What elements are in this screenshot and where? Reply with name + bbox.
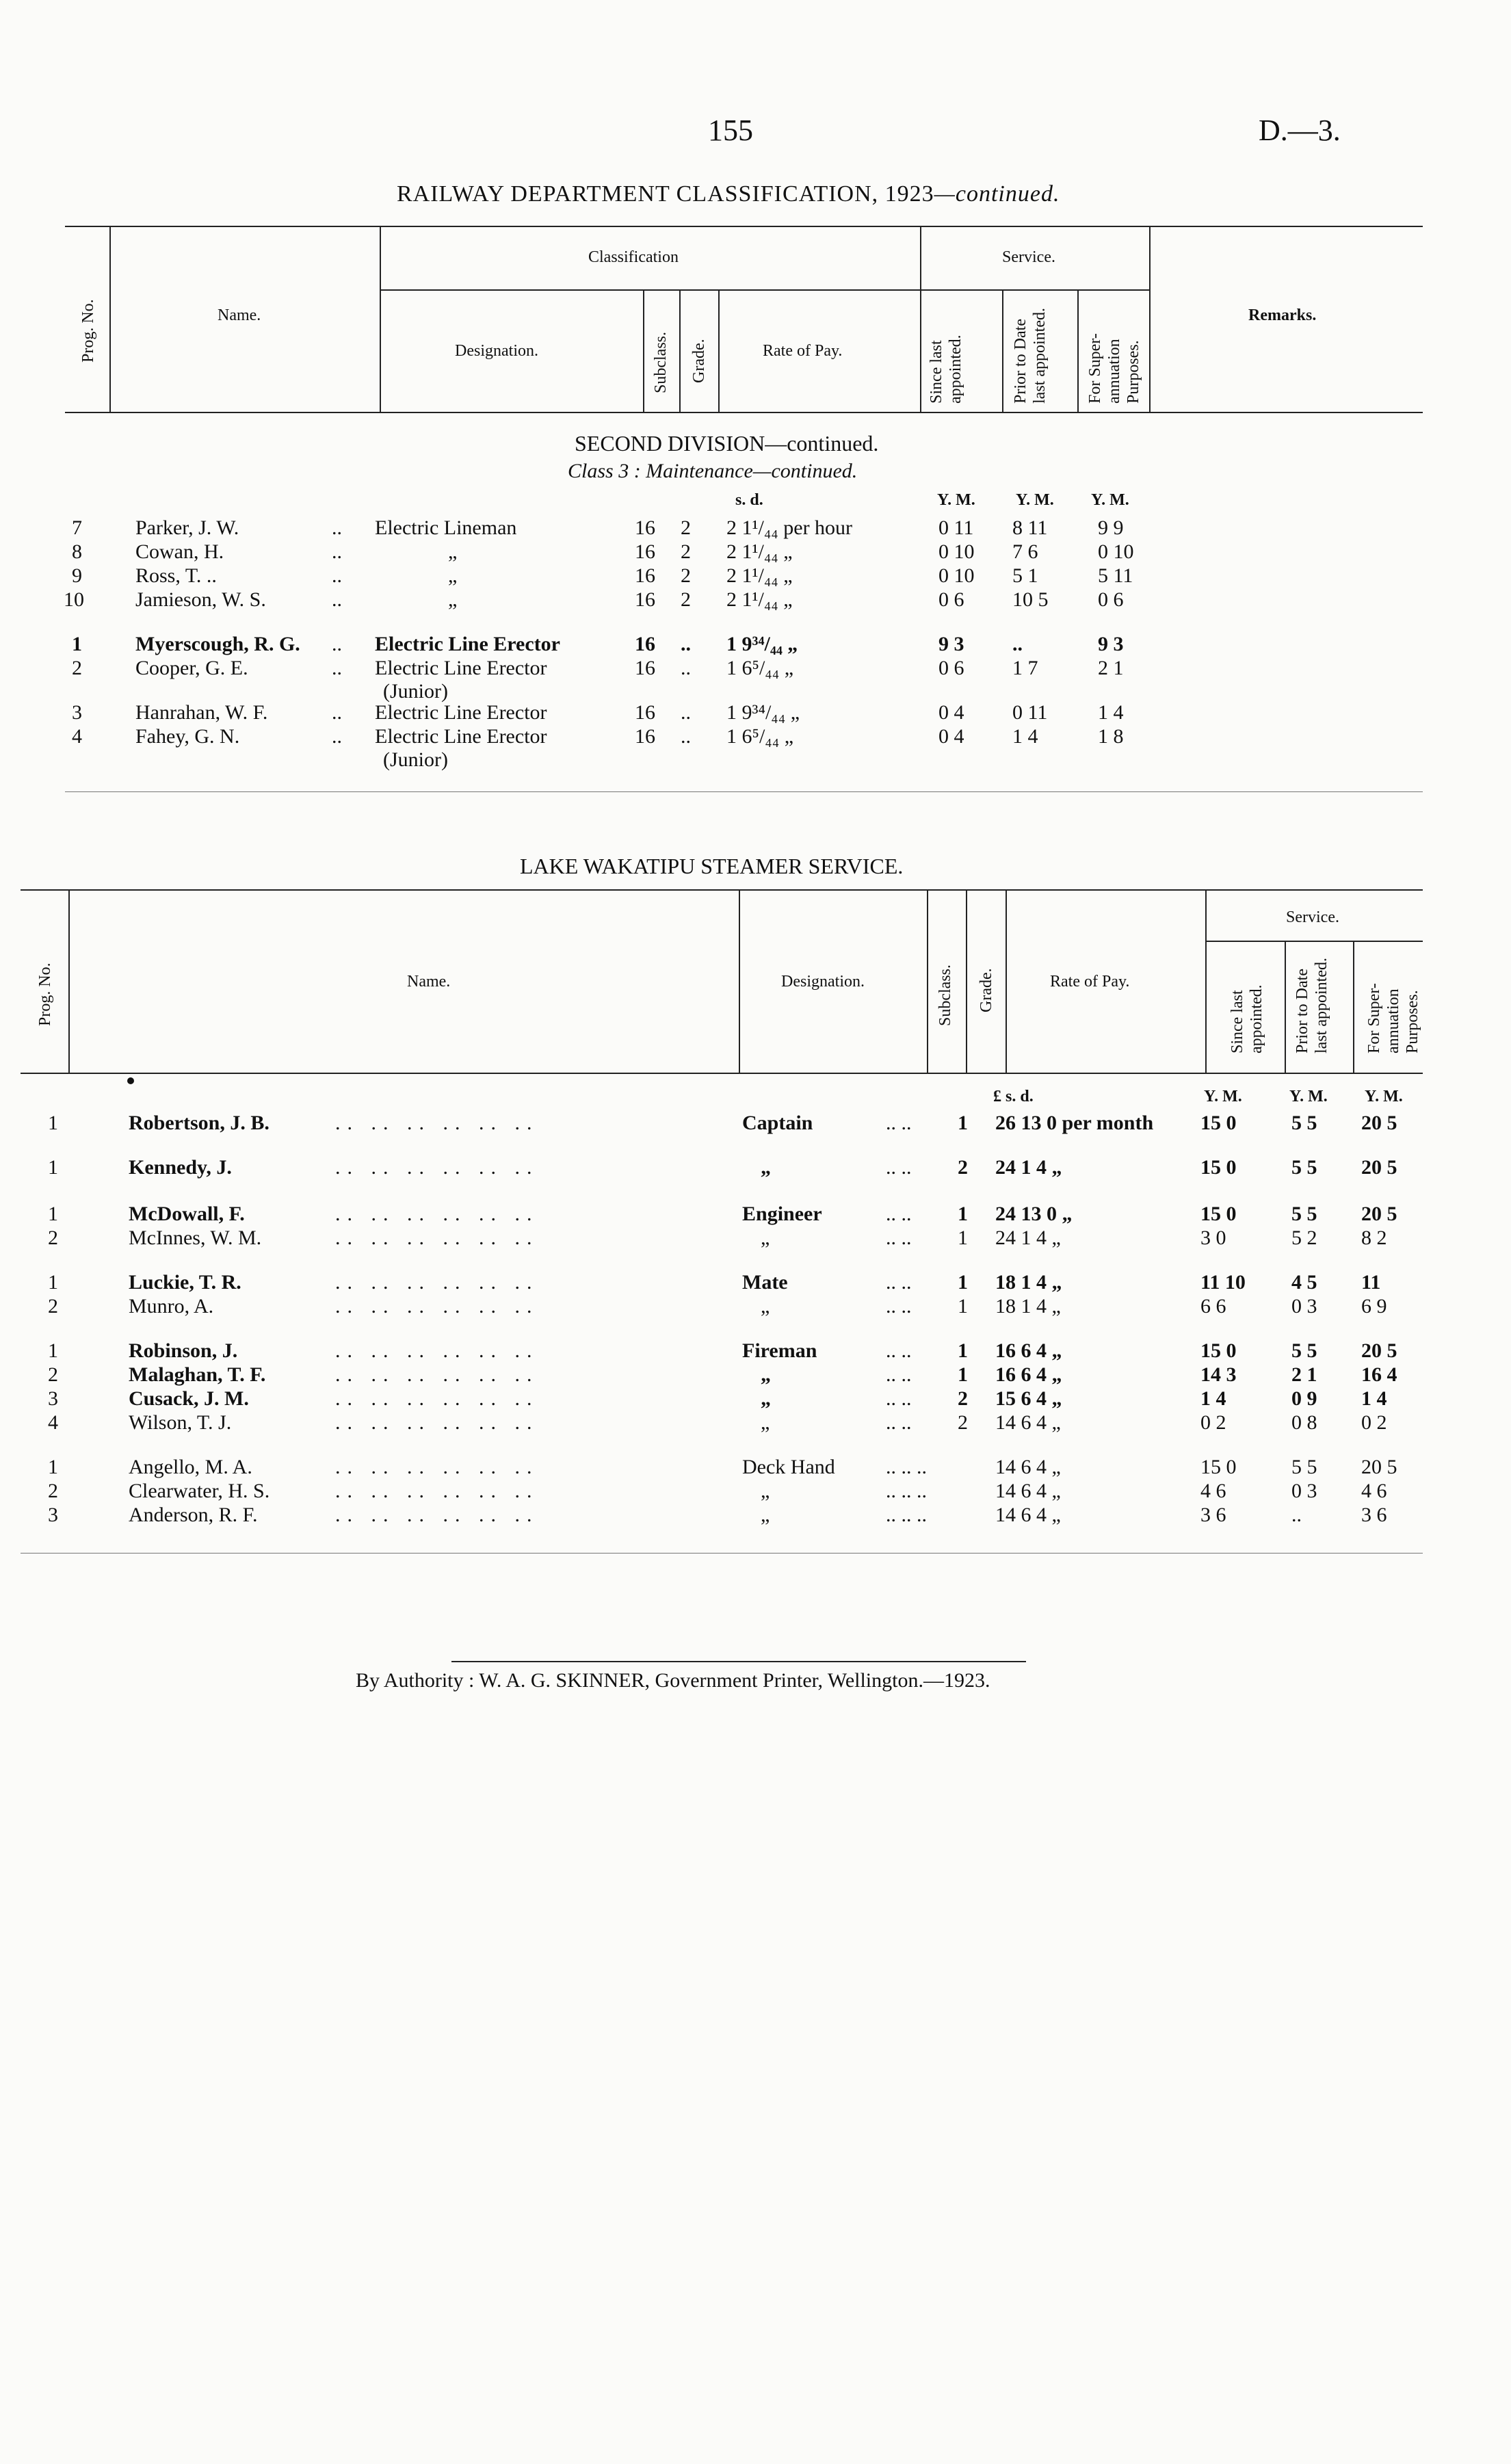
leader-dots: .. .. — [886, 1295, 912, 1318]
t1-prior-to: 7 6 — [1012, 540, 1038, 563]
t1-class-title: Class 3 : Maintenance—continued. — [568, 460, 858, 482]
leader-dots: .. .. .. .. .. .. — [335, 1480, 539, 1502]
leader-dots: .. — [332, 725, 342, 748]
t2-subclass: 1 — [958, 1203, 968, 1225]
t2-rate: 24 1 4 „ — [995, 1227, 1061, 1249]
t1-classification-header: Classification — [588, 248, 679, 266]
t1-section-title: SECOND DIVISION—continued. — [575, 431, 879, 456]
leader-dots: .. .. .. .. .. .. — [335, 1387, 539, 1410]
t2-super-header: For Super-annuation Purposes. — [1365, 983, 1421, 1053]
t1-subclass: 16 — [635, 701, 655, 724]
t2-prior-to: 4 5 — [1291, 1271, 1317, 1294]
t2-prior-to: 5 5 — [1291, 1456, 1317, 1478]
t2-designation: Fireman — [742, 1339, 817, 1362]
t1-since-last: 0 10 — [938, 540, 975, 563]
t2-since-last: 0 2 — [1200, 1411, 1226, 1434]
t1-name: Ross, T. .. — [135, 564, 217, 587]
t2-prior-to: 2 1 — [1291, 1363, 1317, 1386]
leader-dots: .. .. .. .. .. .. — [335, 1339, 539, 1362]
t1-since-last: 0 6 — [938, 657, 964, 679]
t1-designation: Electric Line Erector — [375, 633, 560, 655]
t2-since-last: 15 0 — [1200, 1203, 1237, 1225]
t1-service-header: Service. — [1002, 248, 1055, 266]
leader-dots: .. .. .. .. .. .. — [335, 1112, 539, 1134]
t1-designation: Electric Line Erector — [375, 701, 547, 724]
t2-superannuation: 6 9 — [1361, 1295, 1387, 1318]
t2-prog-no: 3 — [48, 1387, 58, 1410]
t2-superannuation: 20 5 — [1361, 1156, 1397, 1179]
t1-sd-units: s. d. — [735, 491, 763, 509]
t2-name: Robertson, J. B. — [129, 1112, 270, 1134]
t2-prior-to: 5 5 — [1291, 1112, 1317, 1134]
t1-grade: 2 — [681, 540, 691, 563]
t2-designation: Engineer — [742, 1203, 822, 1225]
t1-rate: 2 1¹/₄₄ „ — [726, 564, 793, 587]
t2-lsd-units: £ s. d. — [993, 1088, 1034, 1105]
title-main: RAILWAY DEPARTMENT CLASSIFICATION, 1923 — [397, 181, 934, 207]
leader-dots: .. .. .. .. .. .. — [335, 1295, 539, 1318]
t1-rate: 2 1¹/₄₄ „ — [726, 540, 793, 563]
t2-prior-to: 0 3 — [1291, 1295, 1317, 1318]
t2-since-last: 1 4 — [1200, 1387, 1226, 1410]
t1-grade: .. — [681, 701, 691, 724]
leader-dots: .. .. .. .. .. .. — [335, 1504, 539, 1526]
t2-designation-header: Designation. — [781, 973, 865, 991]
leader-dots: .. — [332, 516, 342, 539]
t2-rate: 18 1 4 „ — [995, 1271, 1062, 1294]
leader-dots: .. .. .. — [886, 1480, 927, 1502]
t2-prog-header: Prog. No. — [36, 962, 54, 1026]
t2-name: McInnes, W. M. — [129, 1227, 262, 1249]
t2-service-header: Service. — [1286, 908, 1339, 926]
t2-since-last: 3 0 — [1200, 1227, 1226, 1249]
t1-subclass: 16 — [635, 564, 655, 587]
t1-prog-no: 8 — [72, 540, 82, 563]
leader-dots: .. — [332, 588, 342, 611]
t2-subclass: 2 — [958, 1156, 968, 1179]
t2-prog-no: 2 — [48, 1480, 58, 1502]
leader-dots: .. — [332, 701, 342, 724]
leader-dots: .. .. — [886, 1271, 912, 1294]
t2-subclass: 2 — [958, 1411, 968, 1434]
leader-dots: .. .. — [886, 1387, 912, 1410]
leader-dots: .. — [332, 633, 342, 655]
t2-designation: „ — [761, 1480, 770, 1502]
t2-prog-no: 3 — [48, 1504, 58, 1526]
t1-grade: 2 — [681, 564, 691, 587]
t1-name: Fahey, G. N. — [135, 725, 240, 748]
t1-prior-to: 8 11 — [1012, 516, 1048, 539]
t2-name: Malaghan, T. F. — [129, 1363, 266, 1386]
t1-name-header: Name. — [218, 306, 261, 324]
t2-designation: Captain — [742, 1112, 813, 1134]
t2-superannuation: 11 — [1361, 1271, 1381, 1294]
t1-name: Cooper, G. E. — [135, 657, 248, 679]
t1-prog-no: 10 — [64, 588, 84, 611]
t2-prog-no: 2 — [48, 1227, 58, 1249]
t1-rate: 2 1¹/₄₄ per hour — [726, 516, 853, 539]
leader-dots: .. .. — [886, 1156, 912, 1179]
t2-rate: 18 1 4 „ — [995, 1295, 1061, 1318]
page-title — [397, 181, 1060, 207]
t2-prog-no: 1 — [48, 1456, 58, 1478]
t1-since-header: Since last appointed. — [928, 335, 964, 404]
t2-since-last: 11 10 — [1200, 1271, 1246, 1294]
t2-name: Anderson, R. F. — [129, 1504, 258, 1526]
t2-rate: 14 6 4 „ — [995, 1411, 1061, 1434]
t1-prog-no: 7 — [72, 516, 82, 539]
t2-name: Robinson, J. — [129, 1339, 238, 1362]
t1-designation: „ — [448, 564, 458, 587]
t2-ym3-units: Y. M. — [1365, 1088, 1403, 1105]
leader-dots: .. .. .. .. .. .. — [335, 1363, 539, 1386]
t1-prog-no: 1 — [72, 633, 82, 655]
t2-designation: „ — [761, 1363, 771, 1386]
t2-prog-no: 1 — [48, 1203, 58, 1225]
t1-grade-header: Grade. — [690, 339, 708, 383]
t2-superannuation: 20 5 — [1361, 1456, 1397, 1478]
t2-name: Munro, A. — [129, 1295, 214, 1318]
t1-superannuation: 1 4 — [1098, 701, 1124, 724]
t1-prior-to: .. — [1012, 633, 1023, 655]
t2-subclass: 1 — [958, 1295, 968, 1318]
t2-name: McDowall, F. — [129, 1203, 245, 1225]
t2-prog-no: 2 — [48, 1295, 58, 1318]
t1-rate: 1 6⁵/₄₄ „ — [726, 725, 794, 748]
t2-name: Kennedy, J. — [129, 1156, 232, 1179]
t2-prog-no: 1 — [48, 1112, 58, 1134]
t2-since-header: Since last appointed. — [1228, 984, 1265, 1053]
leader-dots: .. — [332, 564, 342, 587]
t2-designation: Deck Hand — [742, 1456, 835, 1478]
leader-dots: .. .. .. — [886, 1456, 927, 1478]
t2-superannuation: 1 4 — [1361, 1387, 1387, 1410]
t2-rate: 15 6 4 „ — [995, 1387, 1062, 1410]
t2-ym1-units: Y. M. — [1204, 1088, 1242, 1105]
t2-since-last: 6 6 — [1200, 1295, 1226, 1318]
t1-since-last: 0 11 — [938, 516, 974, 539]
t1-subclass: 16 — [635, 633, 655, 655]
t2-prior-to: 5 5 — [1291, 1203, 1317, 1225]
t2-subclass-header: Subclass. — [936, 965, 954, 1026]
t2-since-last: 14 3 — [1200, 1363, 1237, 1386]
t2-rate: 14 6 4 „ — [995, 1456, 1061, 1478]
t1-rate: 1 6⁵/₄₄ „ — [726, 657, 794, 679]
leader-dots: .. .. — [886, 1227, 912, 1249]
t1-superannuation: 9 9 — [1098, 516, 1124, 539]
t2-rate: 24 1 4 „ — [995, 1156, 1062, 1179]
t2-rate-header: Rate of Pay. — [1050, 973, 1130, 991]
leader-dots: .. .. .. .. .. .. — [335, 1156, 539, 1179]
t1-rate: 2 1¹/₄₄ „ — [726, 588, 793, 611]
leader-dots: .. .. — [886, 1411, 912, 1434]
t2-prior-to: 5 5 — [1291, 1156, 1317, 1179]
t1-prior-to: 10 5 — [1012, 588, 1049, 611]
t2-prior-header: Prior to Date last appointed. — [1293, 958, 1330, 1053]
t2-superannuation: 0 2 — [1361, 1411, 1387, 1434]
t2-prior-to: .. — [1291, 1504, 1302, 1526]
t2-rate: 24 13 0 „ — [995, 1203, 1073, 1225]
t2-superannuation: 16 4 — [1361, 1363, 1397, 1386]
t1-grade: 2 — [681, 588, 691, 611]
t2-prior-to: 5 5 — [1291, 1339, 1317, 1362]
t1-prior-header: Prior to Date last appointed. — [1012, 308, 1049, 404]
t2-title: LAKE WAKATIPU STEAMER SERVICE. — [520, 854, 904, 878]
t1-superannuation: 5 11 — [1098, 564, 1133, 587]
t2-superannuation: 8 2 — [1361, 1227, 1387, 1249]
t1-name: Parker, J. W. — [135, 516, 239, 539]
t2-name: Cusack, J. M. — [129, 1387, 249, 1410]
t2-since-last: 3 6 — [1200, 1504, 1226, 1526]
t2-rate: 14 6 4 „ — [995, 1480, 1061, 1502]
t1-since-last: 0 4 — [938, 725, 964, 748]
t2-prog-no: 1 — [48, 1339, 58, 1362]
t1-grade: 2 — [681, 516, 691, 539]
t1-designation: „ — [448, 540, 458, 563]
t2-superannuation: 3 6 — [1361, 1504, 1387, 1526]
t1-since-last: 0 10 — [938, 564, 975, 587]
t1-rate: 1 9³⁴/₄₄ „ — [726, 701, 800, 724]
t1-prior-to: 0 11 — [1012, 701, 1048, 724]
t1-ym1-units: Y. M. — [937, 491, 975, 509]
page-number: 155 — [708, 114, 753, 147]
t1-grade: .. — [681, 633, 691, 655]
leader-dots: .. .. — [886, 1203, 912, 1225]
t1-remarks-header: Remarks. — [1248, 306, 1317, 324]
t2-name: Angello, M. A. — [129, 1456, 252, 1478]
t1-name: Cowan, H. — [135, 540, 224, 563]
t1-grade: .. — [681, 657, 691, 679]
t1-superannuation: 0 6 — [1098, 588, 1124, 611]
t2-subclass: 2 — [958, 1387, 968, 1410]
t1-name: Jamieson, W. S. — [135, 588, 266, 611]
t2-since-last: 15 0 — [1200, 1112, 1237, 1134]
t1-designation: „ — [448, 588, 458, 611]
t2-rate: 16 6 4 „ — [995, 1339, 1062, 1362]
ink-dot-icon — [127, 1077, 134, 1084]
t1-prior-to: 5 1 — [1012, 564, 1038, 587]
t1-prog-header: Prog. No. — [79, 299, 97, 363]
t2-prior-to: 0 3 — [1291, 1480, 1317, 1502]
leader-dots: .. .. .. .. .. .. — [335, 1203, 539, 1225]
t1-grade: .. — [681, 725, 691, 748]
leader-dots: .. — [332, 657, 342, 679]
t2-subclass: 1 — [958, 1112, 968, 1134]
t1-superannuation: 1 8 — [1098, 725, 1124, 748]
t2-designation: „ — [761, 1227, 770, 1249]
leader-dots: .. — [332, 540, 342, 563]
t2-name: Wilson, T. J. — [129, 1411, 232, 1434]
t1-superannuation: 2 1 — [1098, 657, 1124, 679]
t2-prog-no: 4 — [48, 1411, 58, 1434]
leader-dots: .. .. .. .. .. .. — [335, 1227, 539, 1249]
leader-dots: .. .. — [886, 1363, 912, 1386]
leader-dots: .. .. .. — [886, 1504, 927, 1526]
t1-designation: Electric Lineman — [375, 516, 517, 539]
t1-rate-header: Rate of Pay. — [763, 342, 843, 360]
t1-subclass: 16 — [635, 588, 655, 611]
t2-subclass: 1 — [958, 1363, 968, 1386]
t2-since-last: 15 0 — [1200, 1456, 1237, 1478]
footer-imprint: By Authority : W. A. G. SKINNER, Government Printer, Wellington.—1923. — [356, 1669, 990, 1692]
t2-prog-no: 2 — [48, 1363, 58, 1386]
t1-subclass: 16 — [635, 540, 655, 563]
title-suffix: —continued. — [934, 181, 1060, 207]
t2-ym2-units: Y. M. — [1289, 1088, 1328, 1105]
t1-name: Myerscough, R. G. — [135, 633, 300, 655]
t2-subclass: 1 — [958, 1339, 968, 1362]
document-code: D.—3. — [1259, 114, 1341, 147]
t2-subclass: 1 — [958, 1271, 968, 1294]
t2-superannuation: 20 5 — [1361, 1203, 1397, 1225]
t2-since-last: 4 6 — [1200, 1480, 1226, 1502]
t1-ym3-units: Y. M. — [1091, 491, 1129, 509]
t1-name: Hanrahan, W. F. — [135, 701, 268, 724]
t1-subclass-header: Subclass. — [652, 332, 670, 393]
t2-subclass: 1 — [958, 1227, 968, 1249]
t2-rate: 26 13 0 per month — [995, 1112, 1154, 1134]
t2-prog-no: 1 — [48, 1156, 58, 1179]
leader-dots: .. .. .. .. .. .. — [335, 1456, 539, 1478]
t1-prior-to: 1 4 — [1012, 725, 1038, 748]
t2-designation: „ — [761, 1387, 771, 1410]
t2-since-last: 15 0 — [1200, 1156, 1237, 1179]
t1-subclass: 16 — [635, 657, 655, 679]
t1-superannuation: 9 3 — [1098, 633, 1124, 655]
t1-ym2-units: Y. M. — [1016, 491, 1054, 509]
t2-grade-header: Grade. — [977, 968, 995, 1012]
t2-superannuation: 4 6 — [1361, 1480, 1387, 1502]
t1-subclass: 16 — [635, 516, 655, 539]
t2-designation: „ — [761, 1295, 770, 1318]
t2-prior-to: 0 9 — [1291, 1387, 1317, 1410]
t2-designation: „ — [761, 1156, 771, 1179]
t2-name: Luckie, T. R. — [129, 1271, 241, 1294]
t1-prog-no: 9 — [72, 564, 82, 587]
t2-designation: Mate — [742, 1271, 788, 1294]
t1-prog-no: 3 — [72, 701, 82, 724]
t1-since-last: 0 4 — [938, 701, 964, 724]
t1-since-last: 0 6 — [938, 588, 964, 611]
t1-subclass: 16 — [635, 725, 655, 748]
t1-designation: Electric Line Erector — [375, 725, 547, 748]
leader-dots: .. .. .. .. .. .. — [335, 1271, 539, 1294]
t2-designation: „ — [761, 1411, 770, 1434]
t1-prior-to: 1 7 — [1012, 657, 1038, 679]
t2-rate: 14 6 4 „ — [995, 1504, 1061, 1526]
t1-designation-line2: (Junior) — [383, 748, 448, 771]
t2-superannuation: 20 5 — [1361, 1112, 1397, 1134]
t1-prog-no: 4 — [72, 725, 82, 748]
leader-dots: .. .. .. .. .. .. — [335, 1411, 539, 1434]
t2-since-last: 15 0 — [1200, 1339, 1237, 1362]
t2-prior-to: 5 2 — [1291, 1227, 1317, 1249]
t2-name-header: Name. — [407, 973, 451, 991]
t1-prog-no: 2 — [72, 657, 82, 679]
t2-prog-no: 1 — [48, 1271, 58, 1294]
t2-designation: „ — [761, 1504, 770, 1526]
t1-designation-line2: (Junior) — [383, 680, 448, 703]
t1-designation-header: Designation. — [455, 342, 538, 360]
t1-rate: 1 9³⁴/₄₄ „ — [726, 633, 798, 655]
t2-prior-to: 0 8 — [1291, 1411, 1317, 1434]
leader-dots: .. .. — [886, 1339, 912, 1362]
t1-designation: Electric Line Erector — [375, 657, 547, 679]
t1-since-last: 9 3 — [938, 633, 964, 655]
t2-superannuation: 20 5 — [1361, 1339, 1397, 1362]
t2-rate: 16 6 4 „ — [995, 1363, 1062, 1386]
t2-name: Clearwater, H. S. — [129, 1480, 270, 1502]
t1-super-header: For Super-annuation Purposes. — [1086, 333, 1142, 404]
t1-superannuation: 0 10 — [1098, 540, 1134, 563]
leader-dots: .. .. — [886, 1112, 912, 1134]
